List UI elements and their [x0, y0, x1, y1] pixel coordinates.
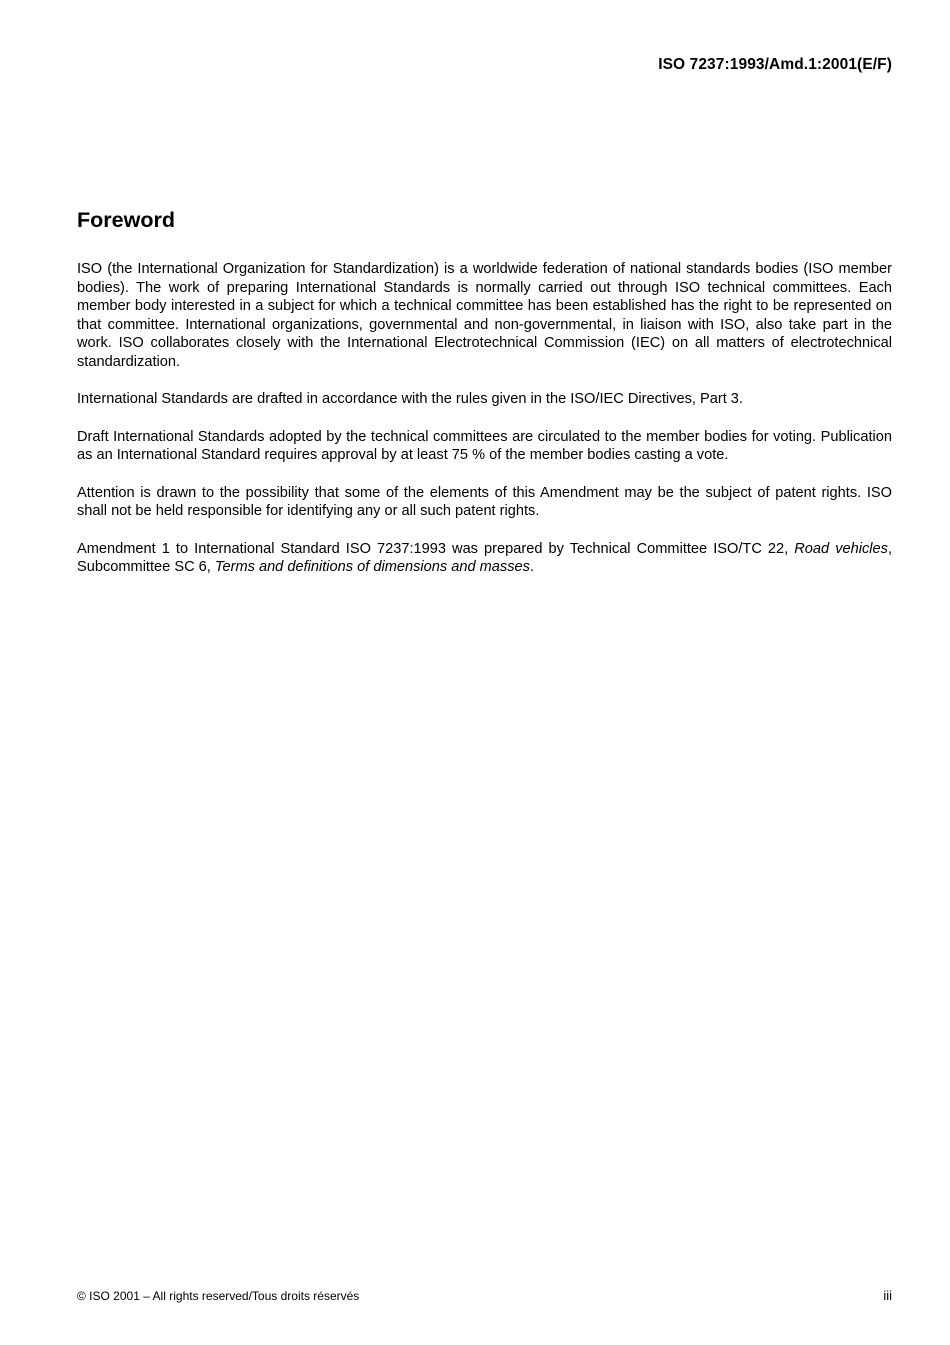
document-identifier: ISO 7237:1993/Amd.1:2001(E/F): [658, 56, 892, 73]
subcommittee-title: Terms and definitions of dimensions and masses: [214, 559, 530, 575]
page-number: iii: [883, 1288, 892, 1303]
amendment-text-3: .: [529, 559, 534, 575]
foreword-body: [77, 260, 892, 596]
paragraph-patent-rights: Attention is drawn to the possibility that some of the elements of this Amendment may be the subject of patent rights. ISO shall not be held responsible for identifying any or all such patent rights.: [77, 484, 892, 519]
copyright-notice: © ISO 2001 – All rights reserved/Tous droits réservés: [77, 1289, 360, 1303]
amendment-text-2: , Subcommittee SC 6,: [77, 540, 892, 575]
paragraph-directives: International Standards are drafted in accordance with the rules given in the ISO/IEC Directives, Part 3.: [77, 391, 743, 407]
paragraph-draft-standards: Draft International Standards adopted by the technical committees are circulated to the member bodies for voting. Publication as an International Standard requires approval by at least 75 % of the member bodies casting a vote.: [77, 428, 892, 463]
paragraph-iso-overview: ISO (the International Organization for Standardization) is a worldwide federation of national standards bodies (ISO member bodies). The work of preparing International Standards is normally carried out through ISO technical committees. Each member body interested in a subject for which a technical committee has been established has the right to be represented on that committee. International organizations, governmental and non-governmental, in liaison with ISO, also take part in the work. ISO collaborates closely with the International Electrotechnical Commission (IEC) on all matters of electrotechnical standardization.: [77, 261, 892, 370]
committee-title: Road vehicles: [794, 540, 888, 557]
paragraph-amendment: [77, 540, 892, 577]
amendment-text-1: Amendment 1 to International Standard ISO 7237:1993 was prepared by Technical Committee ISO/TC 22,: [77, 540, 795, 557]
page-title: Foreword: [77, 208, 175, 232]
